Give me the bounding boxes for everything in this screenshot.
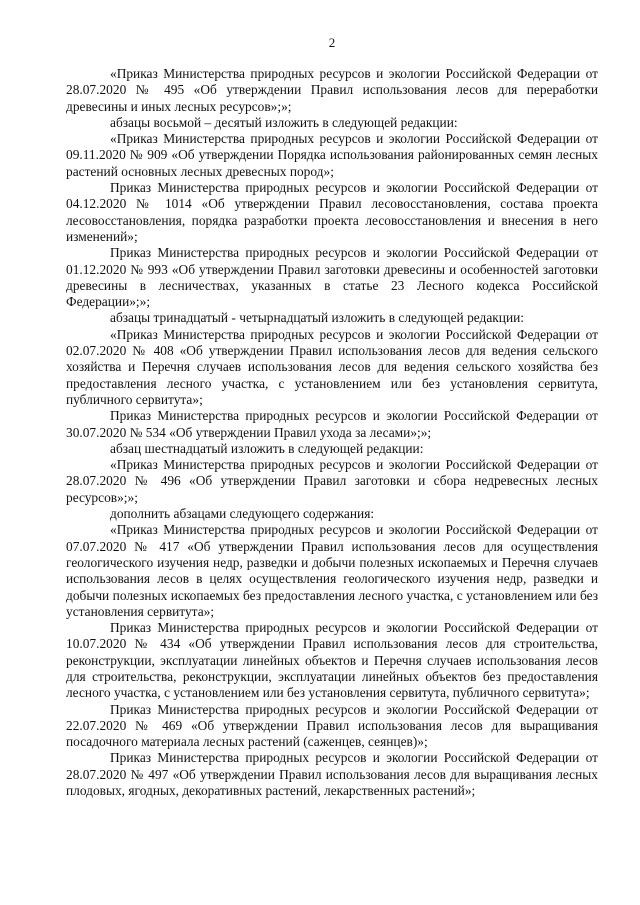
- paragraph: Приказ Министерства природных ресурсов и экологии Российской Федерации от 01.12.2020 № 993 «Об утверждении Правил заготовки древесины и особенностей заготовки древесины в лесничествах, указанных в статье 23 Лесного кодекса Российской Федерации»;»;: [66, 245, 598, 310]
- paragraph: абзац шестнадцатый изложить в следующей редакции:: [110, 440, 424, 456]
- document-page: [66, 0, 598, 905]
- document-body: [66, 66, 598, 799]
- paragraph: «Приказ Министерства природных ресурсов и экологии Российской Федерации от 02.07.2020 № 408 «Об утверждении Правил использования лесов для ведения сельского хозяйства и Перечня случаев использования лесов для ведения сельского хозяйства без предоставления лесного участка, с установлением или без установления сервитута, публичного сервитута»;: [66, 326, 598, 407]
- paragraph: Приказ Министерства природных ресурсов и экологии Российской Федерации от 04.12.2020 № 1014 «Об утверждении Правил лесовосстановления, состава проекта лесовосстановления, порядка разработки проекта лесовосстановления и внесения в него изменений»;: [66, 180, 598, 244]
- paragraph: «Приказ Министерства природных ресурсов и экологии Российской Федерации от 28.07.2020 № 495 «Об утверждении Правил использования лесов для переработки древесины и иных лесных ресурсов»;»;: [66, 66, 598, 114]
- paragraph: Приказ Министерства природных ресурсов и экологии Российской Федерации от 22.07.2020 № 469 «Об утверждении Правил использования лесов для выращивания посадочного материала лесных растений (саженцев, сеянцев)»;: [66, 701, 598, 750]
- paragraph: абзацы тринадцатый - четырнадцатый изложить в следующей редакции:: [110, 310, 525, 326]
- paragraph: «Приказ Министерства природных ресурсов и экологии Российской Федерации от 28.07.2020 № 496 «Об утверждении Правил заготовки и сбора недревесных лесных ресурсов»;»;: [66, 457, 598, 505]
- paragraph: абзацы восьмой – десятый изложить в следующей редакции:: [110, 114, 458, 130]
- paragraph: Приказ Министерства природных ресурсов и экологии Российской Федерации от 10.07.2020 № 434 «Об утверждении Правил использования лесов для строительства, реконструкции, эксплуатации линейных объектов и Перечня случаев использования лесов для строительства, реконструкции, эксплуатации линейных объектов без предоставления лесного участка, с установлением или без установления сервитута, публичного сервитута»;: [66, 620, 598, 701]
- paragraph: «Приказ Министерства природных ресурсов и экологии Российской Федерации от 09.11.2020 № 909 «Об утверждении Порядка использования районированных семян лесных растений основных лесных древесных пород»;: [66, 131, 598, 179]
- paragraph: дополнить абзацами следующего содержания:: [110, 506, 375, 522]
- page-number: 2: [328, 35, 336, 50]
- paragraph: «Приказ Министерства природных ресурсов и экологии Российской Федерации от 07.07.2020 № 417 «Об утверждении Правил использования лесов для осуществления геологического изучения недр, разведки и добычи полезных ископаемых и Перечня случаев использования лесов в целях осуществления геологического изучения недр, разведки и добычи полезных ископаемых без предоставления лесного участка, с установлением или без установления сервитута»;: [66, 522, 598, 619]
- paragraph: Приказ Министерства природных ресурсов и экологии Российской Федерации от 28.07.2020 № 497 «Об утверждении Правил использования лесов для выращивания лесных плодовых, ягодных, декоративных растений, лекарственных растений»;: [66, 750, 598, 799]
- paragraph: Приказ Министерства природных ресурсов и экологии Российской Федерации от 30.07.2020 № 534 «Об утверждении Правил ухода за лесами»;»;: [66, 408, 598, 440]
